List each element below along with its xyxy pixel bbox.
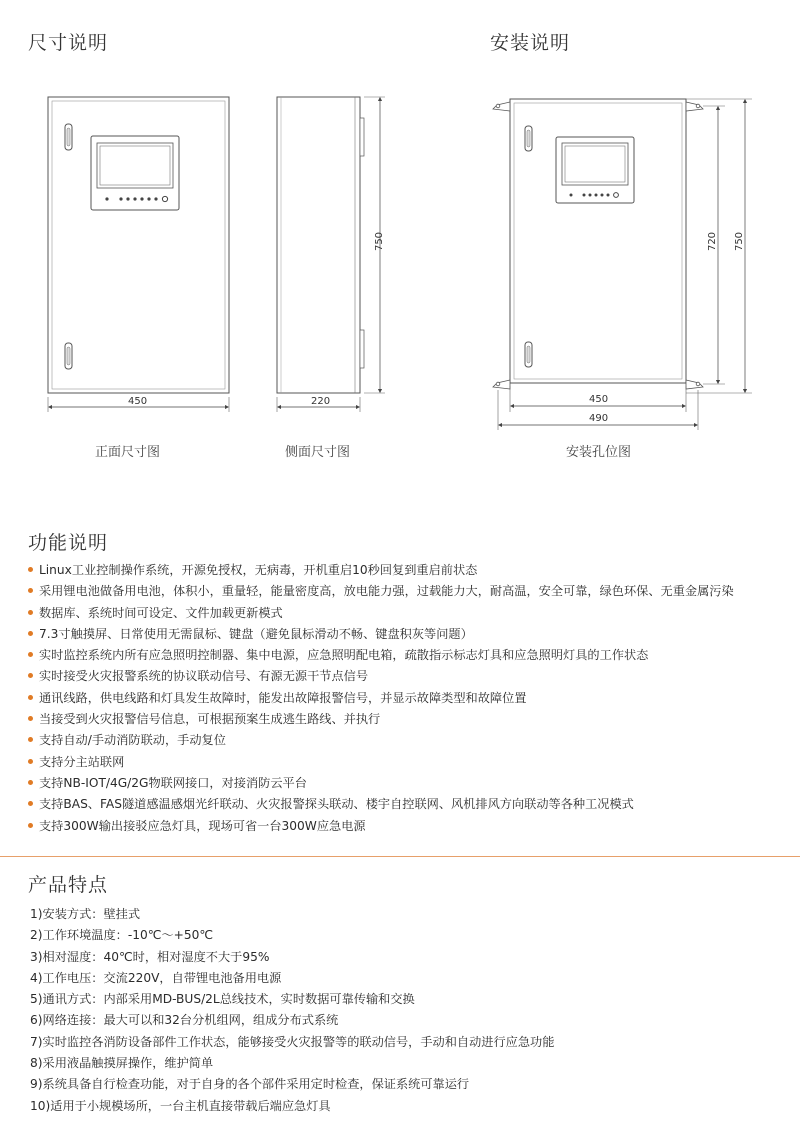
feature-item: 8)采用液晶触摸屏操作，维护简单 (30, 1056, 214, 1071)
feature-item: 2)工作环境温度：-10℃～+50℃ (30, 928, 214, 943)
feature-item: 1)安装方式：壁挂式 (30, 907, 141, 921)
function-item: 支持BAS、FAS隧道感温感烟光纤联动、火灾报警探头联动、楼宇自控联网、风机排风方向联动等各种工况模式 (28, 794, 788, 815)
function-item: 支持NB-IOT/4G/2G物联网接口，对接消防云平台 (28, 773, 788, 794)
dimensions-heading: 尺寸说明 (28, 32, 109, 54)
section-divider (0, 856, 800, 857)
function-item: 采用锂电池做备用电池，体积小，重量轻，能量密度高，放电能力强，过载能力大，耐高温，安全可靠，绿色环保、无重金属污染 (28, 581, 788, 602)
side-width-label: 220 (311, 396, 331, 407)
side-view-caption: 侧面尺寸图 (285, 445, 351, 460)
function-item: 支持自动/手动消防联动，手动复位 (28, 730, 788, 751)
function-item: 实时接受火灾报警系统的协议联动信号、有源无源干节点信号 (28, 666, 788, 687)
feature-item: 9)系统具备自行检查功能，对于自身的各个部件采用定时检查，保证系统可靠运行 (30, 1077, 470, 1092)
feature-item: 6)网络连接：最大可以和32台分机组网，组成分布式系统 (30, 1013, 339, 1028)
front-view-drawing (48, 97, 229, 412)
function-item: 当接受到火灾报警信号信息，可根据预案生成逃生路线、并执行 (28, 709, 788, 730)
functions-list (28, 560, 788, 837)
mount-inner-height-label: 720 (707, 231, 719, 252)
function-item: Linux工业控制操作系统，开源免授权，无病毒，开机重启10秒回复到重启前状态 (28, 560, 788, 581)
mounting-view-drawing (493, 99, 752, 430)
features-heading: 产品特点 (28, 874, 109, 896)
feature-item: 7)实时监控各消防设备部件工作状态，能够接受火灾报警等的联动信号，手动和自动进行应急功能 (30, 1034, 555, 1049)
function-item: 7.3寸触摸屏、日常使用无需鼠标、键盘（避免鼠标滑动不畅、键盘积灰等问题） (28, 624, 788, 645)
mount-view-caption: 安装孔位图 (566, 445, 632, 460)
functions-heading: 功能说明 (28, 532, 109, 554)
function-item: 数据库、系统时间可设定、文件加载更新模式 (28, 603, 788, 624)
function-item: 支持分主站联网 (28, 752, 788, 773)
feature-item: 5)通讯方式：内部采用MD-BUS/2L总线技术，实时数据可靠传输和交换 (30, 992, 415, 1007)
technical-drawings (0, 0, 800, 470)
side-view-drawing (277, 97, 385, 412)
mount-inner-width-label: 450 (589, 394, 609, 405)
mount-outer-width-label: 490 (589, 413, 609, 424)
mount-outer-height-label: 750 (734, 231, 746, 252)
function-item: 通讯线路，供电线路和灯具发生故障时，能发出故障报警信号，并显示故障类型和故障位置 (28, 688, 788, 709)
front-view-caption: 正面尺寸图 (95, 445, 161, 460)
function-item: 实时监控系统内所有应急照明控制器、集中电源，应急照明配电箱，疏散指示标志灯具和应急照明灯具的工作状态 (28, 645, 788, 666)
feature-item: 3)相对湿度：40℃时，相对湿度不大于95% (30, 949, 270, 964)
features-list (30, 904, 790, 1117)
function-item: 支持300W输出接驳应急灯具，现场可省一台300W应急电源 (28, 816, 788, 837)
installation-heading: 安装说明 (490, 32, 571, 54)
feature-item: 4)工作电压：交流220V，自带锂电池备用电源 (30, 970, 282, 985)
front-width-label: 450 (128, 396, 148, 407)
front-height-label: 750 (374, 231, 386, 252)
feature-item: 10)适用于小规模场所，一台主机直接带载后端应急灯具 (30, 1098, 331, 1113)
